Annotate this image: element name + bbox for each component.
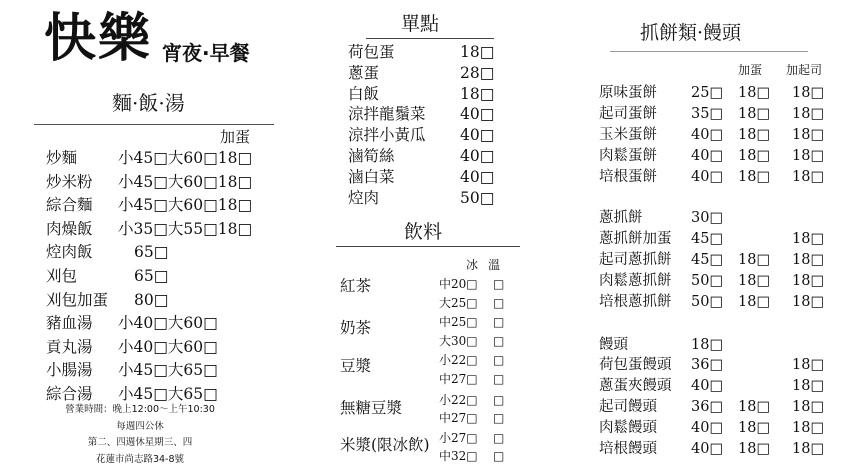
- egg-price: 18□: [738, 294, 771, 310]
- cheese-price: 18□: [792, 420, 825, 436]
- item-price: 小35□大55□18□: [118, 219, 253, 238]
- checkbox: □: [493, 411, 505, 425]
- item-name: 肉燥飯: [46, 219, 93, 238]
- menu-item: [599, 397, 839, 417]
- item-name: 培根蛋餅: [599, 169, 657, 185]
- item-price: 45□: [691, 252, 724, 268]
- noodle-section-title: 麵·飯·湯: [112, 91, 185, 115]
- item-price: 65□: [134, 243, 169, 262]
- checkbox: □: [493, 449, 505, 463]
- menu-item: [599, 439, 839, 459]
- item-name: 蔥蛋: [348, 63, 380, 82]
- item-price: 小40□大60□: [118, 314, 218, 333]
- item-price: 45□: [691, 231, 724, 247]
- menu-item: [599, 335, 839, 355]
- menu-item: [599, 83, 839, 103]
- item-name: 炒麵: [46, 149, 78, 167]
- hours-line: 營業時間：晚上12:00～上午10:30: [65, 404, 215, 415]
- drink-size-price: 小22□: [439, 393, 478, 407]
- checkbox: □: [493, 431, 505, 445]
- item-price: 50□: [691, 294, 724, 310]
- egg-price: 18□: [738, 399, 771, 415]
- drink-size-price: 大25□: [439, 296, 478, 310]
- item-price: 40□: [691, 378, 724, 394]
- checkbox: □: [493, 372, 505, 386]
- item-price: 40□: [460, 105, 495, 124]
- drink-name: 無糖豆漿: [340, 399, 403, 417]
- item-name: 肉鬆饅頭: [599, 420, 657, 436]
- item-name: 肉鬆蛋餅: [599, 148, 657, 164]
- item-name: 炒米粉: [46, 172, 93, 191]
- item-name: 蔥抓餅: [599, 210, 643, 226]
- item-name: 豬血湯: [46, 314, 93, 333]
- cheese-price: 18□: [792, 273, 825, 289]
- pancake-section-title: 抓餅類·饅頭: [640, 22, 742, 44]
- item-name: 綜合麵: [46, 196, 93, 215]
- singles-section-title: 單點: [401, 13, 440, 35]
- item-price: 40□: [691, 148, 724, 164]
- item-name: 涼拌小黃瓜: [348, 126, 426, 145]
- egg-price: 18□: [738, 127, 771, 143]
- item-price: 35□: [691, 106, 724, 122]
- item-price: 18□: [460, 43, 495, 61]
- drinks-section-divider: [336, 246, 520, 247]
- drink-size-price: 中32□: [439, 449, 478, 463]
- checkbox: □: [493, 353, 505, 367]
- cheese-price: 18□: [792, 231, 825, 247]
- item-price: 36□: [691, 357, 724, 373]
- item-name: 貢丸湯: [46, 337, 93, 356]
- cheese-price: 18□: [792, 127, 825, 143]
- item-price: 25□: [691, 85, 724, 101]
- egg-price: 18□: [738, 273, 771, 289]
- menu-item: [599, 418, 839, 438]
- menu-item: [599, 376, 839, 396]
- cheese-price: 18□: [792, 169, 825, 185]
- item-name: 焢肉: [348, 188, 380, 207]
- item-name: 滷白菜: [348, 167, 395, 186]
- pancake-egg-header: 加蛋: [738, 63, 763, 77]
- address-line: 花蓮市尚志路34-8號: [95, 453, 185, 465]
- menu-item: [599, 208, 839, 228]
- checkbox: □: [493, 393, 505, 407]
- item-name: 起司蛋餅: [599, 106, 657, 122]
- checkbox: □: [493, 296, 505, 310]
- pancake-cheese-header: 加起司: [786, 63, 823, 77]
- egg-price: 18□: [738, 252, 771, 268]
- menu-item: [599, 104, 839, 124]
- checkbox: □: [493, 334, 505, 348]
- cheese-price: 18□: [792, 148, 825, 164]
- menu-item: [599, 167, 839, 187]
- cheese-price: 18□: [792, 357, 825, 373]
- singles-section-divider: [366, 38, 494, 39]
- item-price: 小45□大60□18□: [118, 149, 253, 167]
- egg-price: 18□: [738, 169, 771, 185]
- drink-size-price: 中20□: [439, 277, 478, 291]
- item-price: 50□: [460, 188, 495, 207]
- drinks-section-title: 飲料: [404, 221, 443, 243]
- shop-name: 快樂: [44, 9, 153, 69]
- cheese-price: 18□: [792, 106, 825, 122]
- drink-size-price: 小22□: [439, 353, 478, 367]
- item-price: 80□: [134, 290, 169, 309]
- item-name: 刈包: [46, 266, 78, 285]
- menu-item: [599, 250, 839, 270]
- menu-item: [599, 146, 839, 166]
- item-price: 28□: [460, 63, 495, 82]
- item-price: 30□: [691, 210, 724, 226]
- egg-price: 18□: [738, 441, 771, 457]
- item-name: 小腸湯: [46, 361, 93, 380]
- item-price: 40□: [691, 441, 724, 457]
- item-price: 40□: [460, 167, 495, 186]
- item-price: 小45□大65□: [118, 384, 218, 403]
- egg-price: 18□: [738, 85, 771, 101]
- item-price: 小45□大60□18□: [118, 172, 253, 191]
- item-name: 培根蔥抓餅: [599, 294, 672, 310]
- item-name: 蔥蛋夾饅頭: [599, 378, 672, 394]
- item-name: 起司饅頭: [599, 399, 657, 415]
- drinks-temp-header: [466, 257, 500, 273]
- item-price: 小45□大65□: [118, 361, 218, 380]
- pancake-section-divider: [610, 51, 808, 52]
- closed-day-line: 每週四公休: [116, 420, 164, 432]
- item-price: 小45□大60□18□: [118, 196, 253, 215]
- egg-price: 18□: [738, 106, 771, 122]
- noodle-egg-header: 加蛋: [220, 128, 251, 146]
- cheese-price: 18□: [792, 441, 825, 457]
- drink-size-price: 中25□: [439, 315, 478, 329]
- item-name: 白飯: [348, 84, 380, 103]
- ice-header: 冰: [466, 258, 479, 272]
- item-name: 滷筍絲: [348, 146, 395, 165]
- item-name: 焢肉飯: [46, 243, 93, 262]
- item-price: 18□: [460, 84, 495, 103]
- egg-price: 18□: [738, 420, 771, 436]
- noodle-section-divider: [34, 124, 274, 125]
- menu-item: [599, 125, 839, 145]
- item-price: 40□: [691, 169, 724, 185]
- shop-subtitle: 宵夜·早餐: [162, 41, 250, 65]
- item-name: 饅頭: [599, 337, 628, 353]
- item-price: 65□: [134, 266, 169, 285]
- drink-name: 豆漿: [340, 357, 372, 375]
- menu-item: [599, 229, 839, 249]
- cheese-price: 18□: [792, 399, 825, 415]
- item-price: 小40□大60□: [118, 337, 218, 356]
- item-name: 刈包加蛋: [46, 290, 109, 309]
- item-price: 40□: [691, 127, 724, 143]
- item-name: 原味蛋餅: [599, 85, 657, 101]
- item-price: 18□: [691, 337, 724, 353]
- drink-size-price: 中27□: [439, 372, 478, 386]
- business-hours: [40, 402, 240, 468]
- item-name: 玉米蛋餅: [599, 127, 657, 143]
- drink-size-price: 小27□: [439, 431, 478, 445]
- item-name: 荷包蛋饅頭: [599, 357, 672, 373]
- item-price: 36□: [691, 399, 724, 415]
- item-price: 40□: [691, 420, 724, 436]
- item-price: 40□: [460, 126, 495, 145]
- item-name: 荷包蛋: [348, 43, 395, 61]
- drink-name: 米漿(限冰飲): [340, 436, 430, 454]
- item-name: 蔥抓餅加蛋: [599, 231, 672, 247]
- egg-price: 18□: [738, 148, 771, 164]
- item-name: 培根饅頭: [599, 441, 657, 457]
- drink-size-price: 大30□: [439, 334, 478, 348]
- warm-header: 溫: [488, 258, 501, 272]
- cheese-price: 18□: [792, 378, 825, 394]
- item-price: 50□: [691, 273, 724, 289]
- item-name: 涼拌龍鬚菜: [348, 105, 426, 124]
- menu-item: [599, 355, 839, 375]
- menu-item: [599, 271, 839, 291]
- closed-day-line: 第二、四週休星期三、四: [87, 437, 193, 448]
- item-name: 肉鬆蔥抓餅: [599, 273, 672, 289]
- cheese-price: 18□: [792, 294, 825, 310]
- menu-item: [599, 292, 839, 312]
- checkbox: □: [493, 315, 505, 329]
- checkbox: □: [493, 277, 505, 291]
- drink-name: 奶茶: [340, 319, 372, 337]
- cheese-price: 18□: [792, 85, 825, 101]
- item-name: 綜合湯: [46, 384, 93, 403]
- cheese-price: 18□: [792, 252, 825, 268]
- drink-size-price: 中27□: [439, 411, 478, 425]
- drink-name: 紅茶: [340, 277, 372, 295]
- item-name: 起司蔥抓餅: [599, 252, 672, 268]
- item-price: 40□: [460, 146, 495, 165]
